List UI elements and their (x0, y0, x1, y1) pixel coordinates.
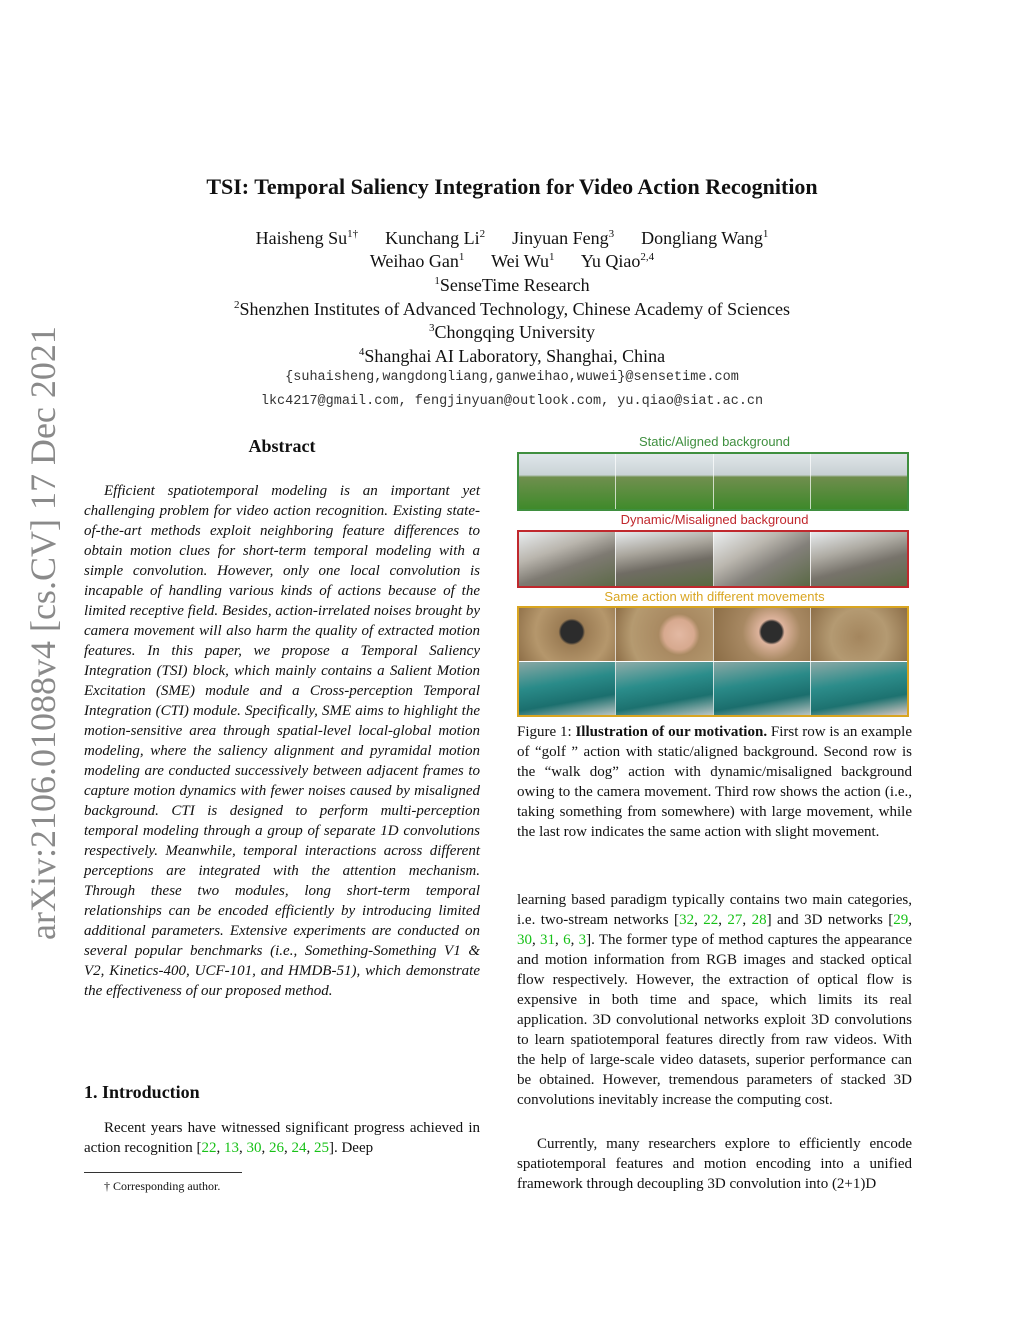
video-frame (616, 454, 713, 509)
author: Wei Wu$^1$ (491, 251, 555, 271)
video-frame (616, 532, 713, 586)
abstract-heading: Abstract (248, 436, 316, 456)
abstract-text: Efficient spatiotemporal modeling is an important yet challenging problem for video action recognition. Existing state-of-the-art methods exploit neighboring feature differences to obtain motion clues for short-term temporal modeling with a simple convolution. However, only one local convolution is incapable of handling various kinds of actions because of the limited receptive field. Besides, action-irrelated noises brought by camera movement will also harm the quality of extracted motion features. In this paper, we propose a Temporal Saliency Integration (TSI) block, which mainly contains a Salient Motion Excitation (SME) module and a Cross-perception Temporal Integration (CTI) module. Specifically, SME aims to highlight the motion-sensitive area through spatial-level local-global motion modeling, where the saliency alignment and pyramidal motion modeling are conducted successively between adjacent frames to capture motion dynamics with fewer noises caused by misaligned background. CTI is designed to perform multi-perception temporal modeling through a group of separate 1D convolutions respectively. Meanwhile, temporal interactions across different perceptions are integrated with the attention mechanism. Through these two modules, long short-term temporal relationships can be encoded efficiently by introducing limited additional parameters. Extensive experiments are conducted on several popular benchmarks (i.e., Something-Something V1 & V2, Kinetics-400, UCF-101, and HMDB-51), which demonstrate the effectiveness of our proposed method. (84, 483, 480, 999)
citation-link[interactable]: 22 (201, 1140, 217, 1156)
video-frame (714, 532, 811, 586)
citation-link[interactable]: 30 (246, 1140, 262, 1156)
citation-link[interactable]: 26 (268, 1140, 284, 1156)
arxiv-stamp: arXiv:2106.01088v4 [cs.CV] 17 Dec 2021 (23, 326, 63, 940)
author: Yu Qiao$^{2,4}$ (580, 251, 655, 271)
body-paragraph: learning based paradigm typically contains two main categories, i.e. two-stream networks [32, 22, 27, 28] and 3D networks [29, 30, 31, 6, 3]. The former type of method captures the appearance and motion information from RGB images and stacked optical flow respectively. However, the extraction of optical flow is expensive in both time and space, which limits its real application. 3D convolutional networks exploit 3D convolutions to learn spatiotemporal features directly from raw videos. With the help of large-scale video datasets, superior performance can be obtained. However, tremendous parameters of stacked 3D convolutions inevitably increase the computing cost. (517, 892, 912, 1108)
author: Jinyuan Feng$^3$ (512, 228, 615, 248)
video-frame (616, 662, 713, 715)
citation-link[interactable]: 29 (893, 912, 909, 928)
email-line: {suhaisheng,wangdongliang,ganweihao,wuwei}@sensetime.com (285, 370, 739, 385)
section-heading: 1. Introduction (84, 1082, 200, 1102)
citation-link[interactable]: 13 (223, 1140, 239, 1156)
citation-link[interactable]: 24 (291, 1140, 307, 1156)
citation-link[interactable]: 32 (679, 912, 695, 928)
video-frame (714, 608, 811, 661)
video-frame (714, 454, 811, 509)
video-frame (519, 532, 616, 586)
affiliation: $^3$Chongqing University (429, 322, 595, 342)
figure-subrow-large-movement (519, 608, 907, 661)
figure-row-taking (517, 606, 909, 717)
video-frame (811, 662, 907, 715)
email-line: lkc4217@gmail.com, fengjinyuan@outlook.com, yu.qiao@siat.ac.cn (260, 394, 764, 409)
footnote-rule (84, 1172, 242, 1173)
figure-subrow-slight-movement (519, 661, 907, 715)
video-frame (519, 608, 616, 661)
video-frame (714, 662, 811, 715)
intro-paragraph: Recent years have witnessed significant progress achieved in action recognition [22, 13, 30, 26, 24, 25]. Deep (84, 1120, 480, 1156)
video-frame (811, 608, 907, 661)
figure-label-static: Static/Aligned background (638, 434, 791, 449)
figure-row-walk-dog (517, 530, 909, 588)
footnote: † Corresponding author. (104, 1179, 221, 1193)
citation-link[interactable]: 22 (703, 912, 719, 928)
figure-caption: Figure 1: Illustration of our motivation. First row is an example of “golf ” action with static/aligned background. Second row is the “walk dog” action with dynamic/misaligned background owing to the camera movement. Third row shows the action (i.e., taking something from somewhere) with large movement, while the last row indicates the same action with slight movement. (517, 724, 912, 840)
citation-link[interactable]: 25 (313, 1140, 329, 1156)
author: Weihao Gan$^1$ (369, 251, 465, 271)
figure-label-dynamic: Dynamic/Misaligned background (620, 512, 809, 527)
body-paragraph: Currently, many researchers explore to efficiently encode spatiotemporal features and motion encoding into a unified framework through decoupling 3D convolution into (2+1)D (517, 1136, 912, 1192)
citation-link[interactable]: 30 (517, 932, 532, 948)
figure-row-golf (517, 452, 909, 511)
affiliation: $^2$Shenzhen Institutes of Advanced Technology, Chinese Academy of Sciences (233, 299, 791, 319)
citation-link[interactable]: 28 (751, 912, 767, 928)
affiliation: $^1$SenseTime Research (434, 275, 590, 295)
paper-title: TSI: Temporal Saliency Integration for Video Action Recognition (206, 174, 818, 199)
video-frame (811, 532, 907, 586)
citation-link[interactable]: 27 (727, 912, 743, 928)
citation-link[interactable]: 31 (540, 932, 556, 948)
author: Haisheng $Su^{1\dagger}$ (255, 228, 359, 248)
citation-link[interactable]: 6 (563, 932, 571, 948)
video-frame (616, 608, 713, 661)
citation-link[interactable]: 3 (578, 932, 587, 948)
video-frame (519, 662, 616, 715)
author: Kunchang Li$^2$ (385, 228, 486, 248)
affiliation: $^4$Shanghai AI Laboratory, Shanghai, China (358, 346, 666, 366)
author: Dongliang Wang$^1$ (641, 228, 769, 248)
figure-label-same: Same action with different movements (604, 589, 825, 604)
video-frame (519, 454, 616, 509)
video-frame (811, 454, 907, 509)
